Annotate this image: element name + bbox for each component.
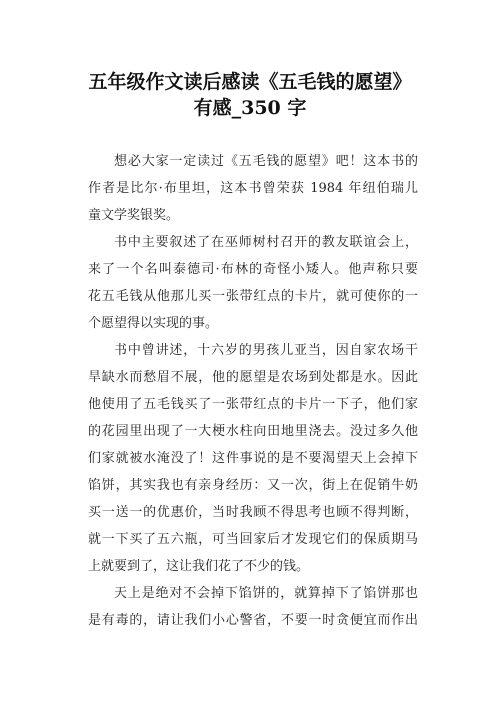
paragraph-3-line-9: 上就要到了，这让我们花了不少的钱。 (88, 559, 310, 574)
paragraph-3-line-8: 就一下买了五六瓶，可当回家后才发现它们的保质期马 (88, 532, 418, 547)
paragraph-3-line-5: 们家就被水淹没了！这件事说的是不要渴望天上会掉下 (88, 451, 418, 466)
paragraph-4-line-2: 是有毒的，请让我们小心警省，不要一时贪便宜而作出 (88, 613, 418, 628)
paragraph-1-line-2: 作者是比尔·布里坦，这本书曾荣获 1984 年纽伯瑞儿 (88, 181, 418, 196)
document-body (88, 148, 418, 634)
paragraph-2-line-1: 书中主要叙述了在巫师树村召开的教友联谊会上， (114, 235, 418, 250)
paragraph-3-line-7: 买一送一的优惠价，当时我顾不得思考也顾不得判断， (88, 505, 418, 520)
paragraph-3-line-2: 旱缺水而愁眉不展，他的愿望是农场到处都是水。因此 (88, 370, 418, 385)
paragraph-3-line-6: 馅饼，其实我也有亲身经历：又一次，街上在促销牛奶 (88, 478, 418, 493)
document-title-line-1: 五年级作文读后感读《五毛钱的愿望》 (88, 71, 412, 93)
paragraph-3-line-4: 的花园里出现了一大梗水柱向田地里浇去。没过多久他 (88, 424, 418, 439)
paragraph-2-line-3: 花五毛钱从他那儿买一张带红点的卡片，就可使你的一 (88, 289, 418, 304)
paragraph-1-line-3: 童文学奖银奖。 (88, 208, 180, 223)
paragraph-2-line-2: 来了一个名叫泰德司·布林的奇怪小矮人。他声称只要 (88, 262, 418, 277)
paragraph-1-line-1: 想必大家一定读过《五毛钱的愿望》吧！这本书的 (114, 154, 418, 169)
paragraph-3-line-3: 他使用了五毛钱买了一张带红点的卡片一下子，他们家 (88, 397, 418, 412)
paragraph-4-line-1: 天上是绝对不会掉下馅饼的，就算掉下了馅饼那也 (114, 586, 418, 601)
document-title-line-2: 有感_350 字 (193, 97, 307, 119)
paragraph-3-line-1: 书中曾讲述，十六岁的男孩儿亚当，因自家农场干 (114, 343, 418, 358)
paragraph-2-line-4: 个愿望得以实现的事。 (88, 316, 219, 331)
